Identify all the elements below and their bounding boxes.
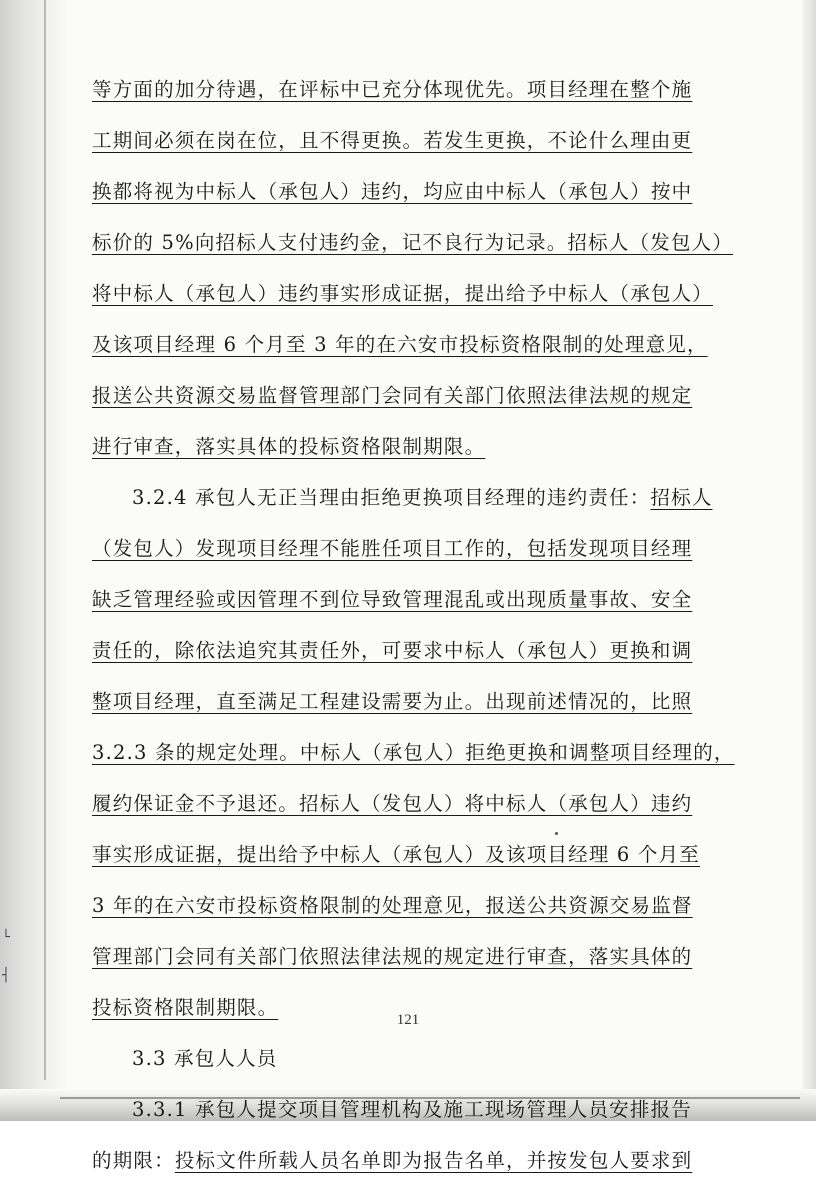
text-segment: 3.2.4 承包人无正当理由拒绝更换项目经理的违约责任： — [132, 486, 651, 509]
text-line — [92, 370, 692, 421]
underlined-text: 等方面的加分待遇，在评标中已充分体现优先。项目经理在整个施 — [92, 78, 693, 101]
text-line — [92, 1084, 692, 1135]
text-line — [92, 574, 692, 625]
text-line — [92, 319, 708, 370]
text-line — [92, 931, 692, 982]
underlined-text: 将中标人（承包人）违约事实形成证据，提出给予中标人（承包人） — [92, 282, 714, 305]
text-line — [92, 778, 692, 829]
text-segment: 3.3.1 承包人提交项目管理机构及施工现场管理人员安排报告 — [132, 1098, 692, 1121]
text-line — [92, 166, 692, 217]
page-number: 121 — [396, 1012, 420, 1028]
underlined-text: 及该项目经理 6 个月至 3 年的在六安市投标资格限制的处理意见， — [92, 333, 708, 356]
underlined-text: （发包人）发现项目经理不能胜任项目工作的，包括发现项目经理 — [92, 537, 693, 560]
underlined-text: 标价的 5%向招标人支付违约金，记不良行为记录。招标人（发包人） — [92, 231, 734, 254]
text-line — [92, 880, 692, 931]
text-line — [92, 1033, 692, 1084]
underlined-text: 换都将视为中标人（承包人）违约，均应由中标人（承包人）按中 — [92, 180, 693, 203]
underlined-text: 进行审查，落实具体的投标资格限制期限。 — [92, 435, 486, 458]
underlined-text: 管理部门会同有关部门依照法律法规的规定进行审查，落实具体的 — [92, 945, 693, 968]
underlined-text: 责任的，除依法追究其责任外，可要求中标人（承包人）更换和调 — [92, 639, 693, 662]
text-line — [92, 115, 692, 166]
margin-mark: └ — [2, 930, 10, 945]
text-segment: 的期限： — [92, 1149, 175, 1172]
text-line — [92, 676, 692, 727]
text-line — [92, 727, 735, 778]
right-page-edge — [802, 0, 816, 1121]
text-line — [92, 268, 714, 319]
underlined-text: 投标文件所载人员名单即为报告名单，并按发包人要求到 — [174, 1149, 693, 1172]
underlined-text: 履约保证金不予退还。招标人（发包人）将中标人（承包人）违约 — [92, 792, 693, 815]
underlined-text: 缺乏管理经验或因管理不到位导致管理混乱或出现质量事故、安全 — [92, 588, 693, 611]
text-line — [92, 217, 734, 268]
text-line — [92, 523, 692, 574]
binding-shadow — [0, 0, 68, 1121]
underlined-text: 投标资格限制期限。 — [92, 996, 279, 1019]
text-line — [92, 1135, 692, 1186]
text-segment: 3.3 承包人人员 — [132, 1047, 278, 1070]
text-line — [92, 829, 701, 880]
text-line — [92, 625, 692, 676]
underlined-text: 3 年的在六安市投标资格限制的处理意见，报送公共资源交易监督 — [92, 894, 693, 917]
text-line — [92, 472, 713, 523]
underlined-text: 事实形成证据，提出给予中标人（承包人）及该项目经理 6 个月至 — [92, 843, 701, 866]
underlined-text: 报送公共资源交易监督管理部门会同有关部门依照法律法规的规定 — [92, 384, 693, 407]
underlined-text: 整项目经理，直至满足工程建设需要为止。出现前述情况的，比照 — [92, 690, 693, 713]
underlined-text: 招标人 — [650, 486, 713, 509]
binding-line — [44, 0, 46, 1080]
underlined-text: 3.2.3 条的规定处理。中标人（承包人）拒绝更换和调整项目经理的， — [92, 741, 735, 764]
text-line — [92, 64, 692, 115]
text-line — [92, 421, 692, 472]
margin-mark: ┤ — [2, 968, 10, 983]
underlined-text: 工期间必须在岗在位，且不得更换。若发生更换，不论什么理由更 — [92, 129, 693, 152]
